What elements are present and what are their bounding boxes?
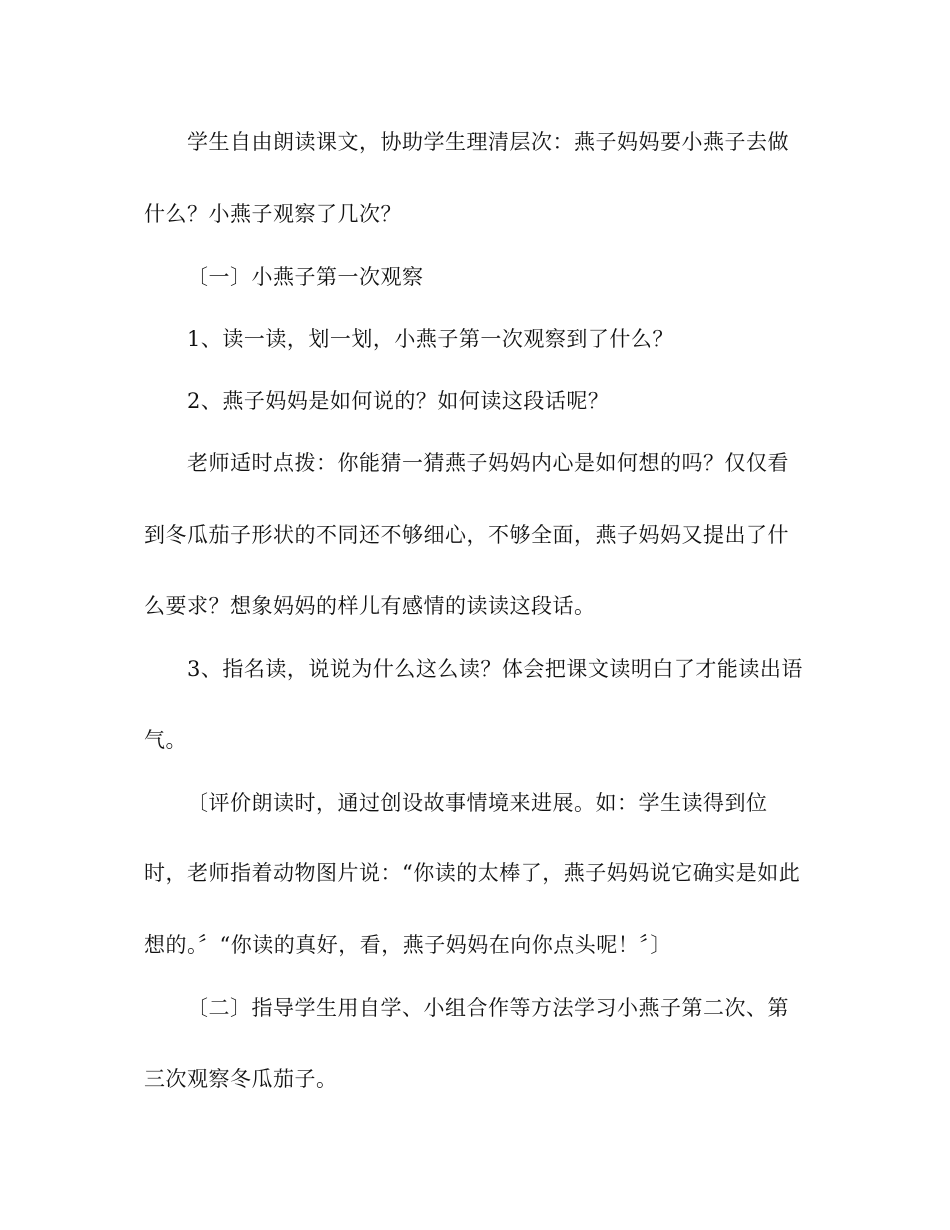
paragraph-line: 想的。〞“你读的真好，看，燕子妈妈在向你点头呢！〞〕 xyxy=(144,933,672,957)
paragraph-line: 时，老师指着动物图片说：“你读的太棒了，燕子妈妈说它确实是如此 xyxy=(144,861,801,885)
paragraph-line: 气。 xyxy=(144,728,187,752)
paragraph-line: 2、燕子妈妈是如何说的？如何读这段话呢？ xyxy=(187,389,610,413)
paragraph-line: 〔评价朗读时，通过创设故事情境来进展。如：学生读得到位 xyxy=(187,791,768,815)
paragraph-line: 1、读一读，划一划，小燕子第一次观察到了什么？ xyxy=(187,327,674,351)
paragraph-line: 学生自由朗读课文，协助学生理清层次：燕子妈妈要小燕子去做 xyxy=(187,130,789,154)
paragraph-line: 到冬瓜茄子形状的不同还不够细心，不够全面，燕子妈妈又提出了什 xyxy=(144,523,789,547)
paragraph-line: 么要求？想象妈妈的样儿有感情的读读这段话。 xyxy=(144,594,596,618)
section-heading: 〔二〕指导学生用自学、小组合作等方法学习小燕子第二次、第 xyxy=(187,996,789,1020)
paragraph-line: 什么？小燕子观察了几次？ xyxy=(144,202,402,226)
section-heading: 〔一〕小燕子第一次观察 xyxy=(187,265,424,289)
paragraph-line: 老师适时点拨：你能猜一猜燕子妈妈内心是如何想的吗？仅仅看 xyxy=(187,451,789,475)
paragraph-line: 三次观察冬瓜茄子。 xyxy=(144,1067,338,1091)
paragraph-line: 3、指名读，说说为什么这么读？体会把课文读明白了才能读出语 xyxy=(187,657,803,681)
